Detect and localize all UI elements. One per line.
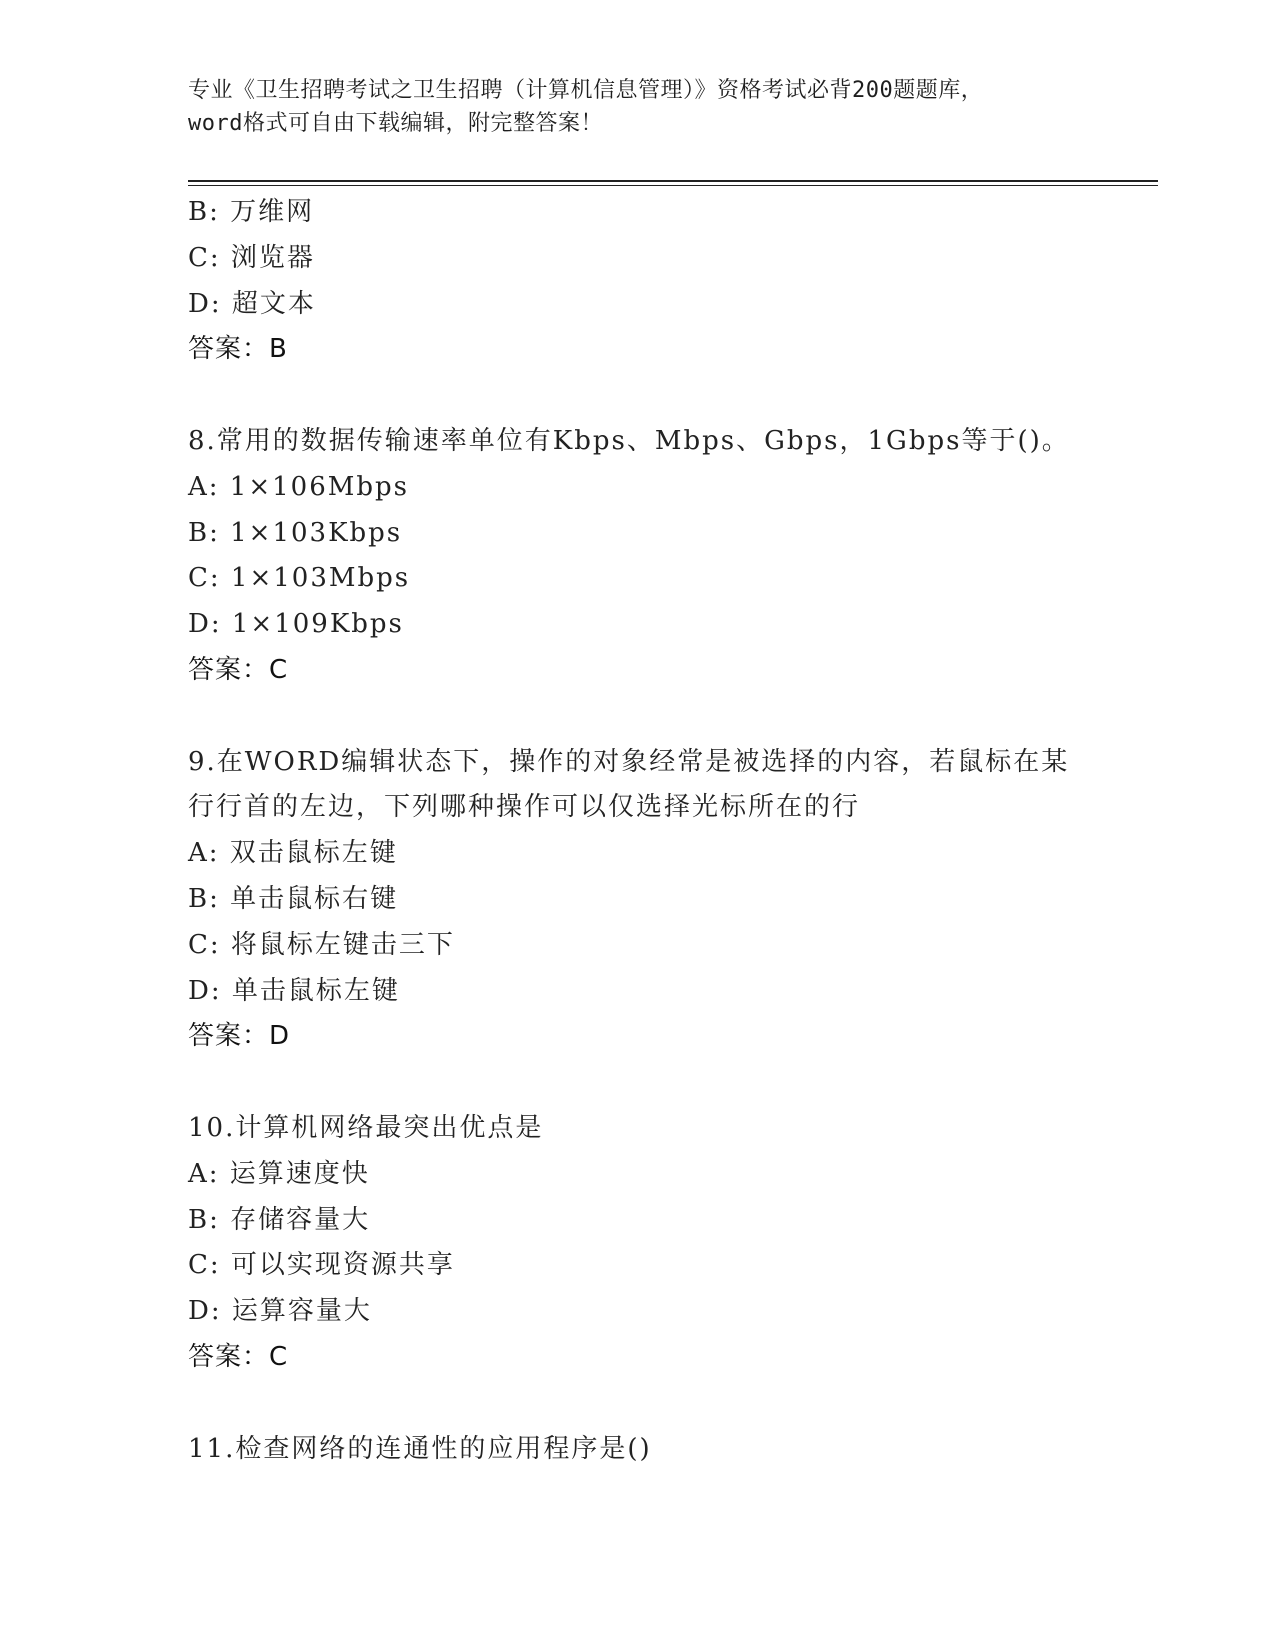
question-text-line-1: 9.在WORD编辑状态下，操作的对象经常是被选择的内容，若鼠标在某: [188, 746, 1070, 777]
question-text-line-2: 行行首的左边，下列哪种操作可以仅选择光标所在的行: [188, 792, 861, 823]
header-line-2: word格式可自由下载编辑，附完整答案！: [188, 111, 603, 136]
option-b: B: 万维网: [188, 197, 315, 227]
option-d: D: 1×109Kbps: [188, 609, 404, 640]
question-7-tail: [188, 190, 1088, 373]
question-spacer: [188, 373, 1088, 419]
question-11: [188, 1427, 1088, 1473]
option-a: A: 双击鼠标左键: [188, 838, 398, 869]
question-text: 11.检查网络的连通性的应用程序是(): [188, 1433, 652, 1464]
option-b: B: 单击鼠标右键: [188, 883, 399, 914]
option-a: A: 1×106Mbps: [188, 471, 410, 502]
answer-label: 答案：C: [188, 1341, 289, 1372]
question-9: [188, 740, 1088, 1061]
option-b: B: 1×103Kbps: [188, 517, 403, 548]
option-c: C: 浏览器: [188, 242, 315, 273]
document-header: [188, 74, 1088, 140]
option-d: D: 运算容量大: [188, 1296, 372, 1327]
answer-label: 答案：B: [188, 334, 288, 365]
question-list: [188, 190, 1088, 1472]
header-line-1: 专业《卫生招聘考试之卫生招聘（计算机信息管理）》资格考试必背200题题库，: [188, 78, 984, 103]
header-divider-bottom: [188, 185, 1158, 186]
question-8: [188, 419, 1088, 694]
answer-label: 答案：C: [188, 654, 289, 685]
option-c: C: 将鼠标左键击三下: [188, 929, 455, 960]
option-b: B: 存储容量大: [188, 1204, 371, 1235]
question-text: 8.常用的数据传输速率单位有Kbps、Mbps、Gbps，1Gbps等于()。: [188, 425, 1070, 456]
question-10: [188, 1106, 1088, 1381]
header-divider-top: [188, 180, 1158, 182]
answer-label: 答案：D: [188, 1021, 291, 1052]
option-c: C: 可以实现资源共享: [188, 1250, 455, 1281]
option-a: A: 运算速度快: [188, 1158, 370, 1189]
option-d: D: 超文本: [188, 288, 316, 319]
question-spacer: [188, 1060, 1088, 1106]
option-c: C: 1×103Mbps: [188, 563, 411, 594]
option-d: D: 单击鼠标左键: [188, 975, 400, 1006]
question-text: 10.计算机网络最突出优点是: [188, 1112, 544, 1143]
question-spacer: [188, 694, 1088, 740]
question-spacer: [188, 1381, 1088, 1427]
